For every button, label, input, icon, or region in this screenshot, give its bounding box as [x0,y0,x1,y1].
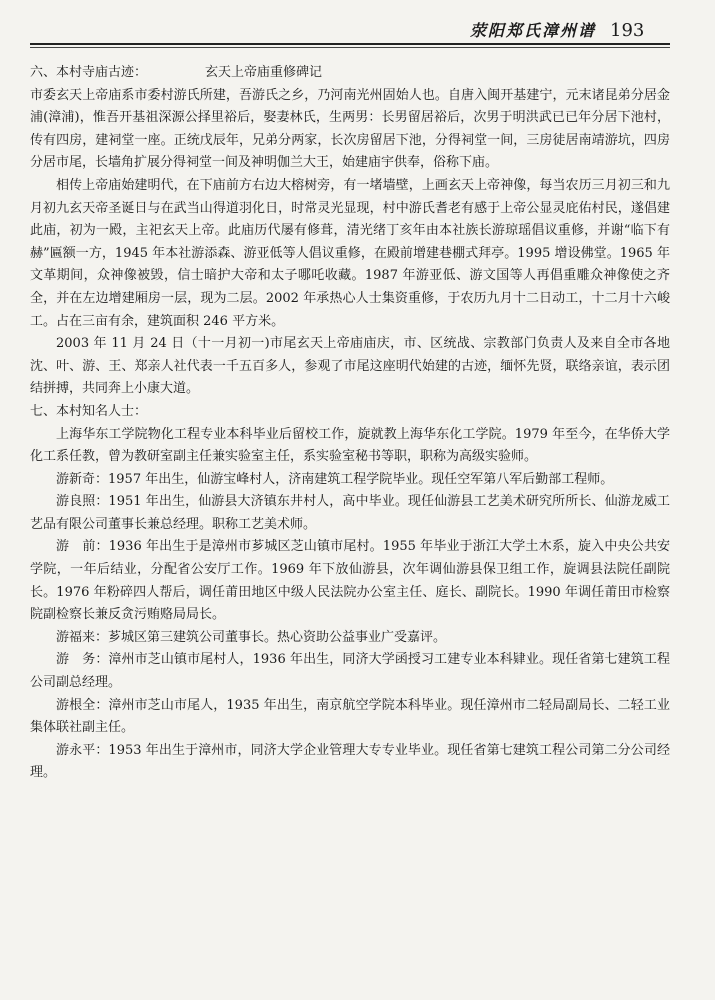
inscription-title: 玄天上帝庙重修碑记 [205,65,323,80]
person-entry: 游新奇：1957 年出生，仙游宝峰村人，济南建筑工程学院毕业。现任空军第八军后勤部工程师。 [56,471,614,487]
section-7-heading [30,401,670,424]
section-6-heading [30,62,670,85]
person-entry: 游良照：1951 年出生，仙游县大济镇东井村人，高中毕业。现任仙游县工艺美术研究所所长、仙游龙威工艺品有限公司董事长兼总经理。职称工艺美术师。 [30,494,670,532]
person-entry: 游 务：漳州市芝山镇市尾村人，1936 年出生，同济大学函授习工建专业本科肄业。现任省第七建筑工程公司副总经理。 [30,652,670,691]
person-entry: 上海华东工学院物化工程专业本科毕业后留校工作，旋就教上海华东化工学院。1979 年至今，在华侨大学化工系任教，曾为教研室副主任兼实验室主任，系实验室秘书等职，职称为高级实验师。 [30,426,670,465]
paragraph: 相传上帝庙始建明代，在下庙前方右边大榕树旁，有一堵墙壁，上画玄天上帝神像，每当农历三月初三和九月初九玄天帝圣诞日与在武当山得道羽化日，时常灵光显现，村中游氏耆老有感于上帝公显灵庇佑村民，遂倡建此庙，初为一殿，主祀玄天上帝。此庙历代屡有修葺，清光绪丁亥年由本社族长游琼瑶倡议重修，并谢“临下有赫”匾额一方，1945 年本社游添森、游亚低等人倡议重修，在殿前增建巷棚式拜亭。1995 增设佛堂。1965 年文革期间，众神像被毁，信士暗护大帝和太子哪吒收藏。1987 年游亚低、游文国等人再倡重雕众神像使之齐全，并在左边增建厢房一层，现为二层。2002 年承热心人士集资重修，于农历九月十二日动工，十二月十六峻工。占在三亩有余，建筑面积 246 平方米。 [30,177,670,329]
page-number: 193 [610,20,645,41]
section-7-title: 七、本村知名人士： [30,403,148,419]
book-title: 荥阳郑氏漳州谱 [470,21,597,40]
paragraph: 市委玄天上帝庙系市委村游氏所建，吾游氏之乡，乃河南光州固始人也。自唐入闽开基建宁，元末诸昆弟分居金浦(漳浦)，惟吾开基祖深源公择里裕后，娶妻林氏，生两男：长男留居裕后，次男于明洪武已已年分居下池村，传有四房，建祠堂一座。正统戊辰年，兄弟分两家，长次房留居下池，分得祠堂一间，三房徒居南靖游坑，四房分居市尾，长墙角扩展分得祠堂一间及神明伽兰大王，始建庙宇供奉，俗称下庙。 [30,87,670,171]
person-entry: 游永平：1953 年出生于漳州市，同济大学企业管理大专专业毕业。现任省第七建筑工程公司第二分公司经理。 [30,742,670,781]
person-entry: 游根全：漳州市芝山市尾人，1935 年出生，南京航空学院本科毕业。现任漳州市二轻局副局长、二轻工业集体联社副主任。 [30,697,670,736]
person-entry: 游 前：1936 年出生于是漳州市芗城区芝山镇市尾村。1955 年毕业于浙江大学土木系，旋入中央公共安学院，一年后结业，分配省公安厅工作。1969 年下放仙游县，次年调仙游县保卫组工作，旋调县法院任副院长。1976 年粉碎四人帮后，调任莆田地区中级人民法院办公室主任、庭长、副院长。1990 年调任莆田市检察院副检察长兼反贪污贿赂局局长。 [30,539,670,623]
person-entry: 游福来：芗城区第三建筑公司董事长。热心资助公益事业广受嘉评。 [56,629,447,645]
page-body [30,62,670,785]
header-rule [30,43,670,45]
paragraph: 2003 年 11 月 24 日（十一月初一)市尾玄天上帝庙庙庆，市、区统战、宗教部门负责人及来自全市各地沈、叶、游、王、郑亲人社代表一千五百多人，参观了市尾这座明代始建的古迹，缅怀先贤，联络亲谊，表示团结拼搏，共同奔上小康大道。 [30,336,670,397]
header-rule-thin [30,47,670,48]
section-6-title: 六、本村寺庙古迹： [30,65,148,80]
running-header [470,18,670,42]
